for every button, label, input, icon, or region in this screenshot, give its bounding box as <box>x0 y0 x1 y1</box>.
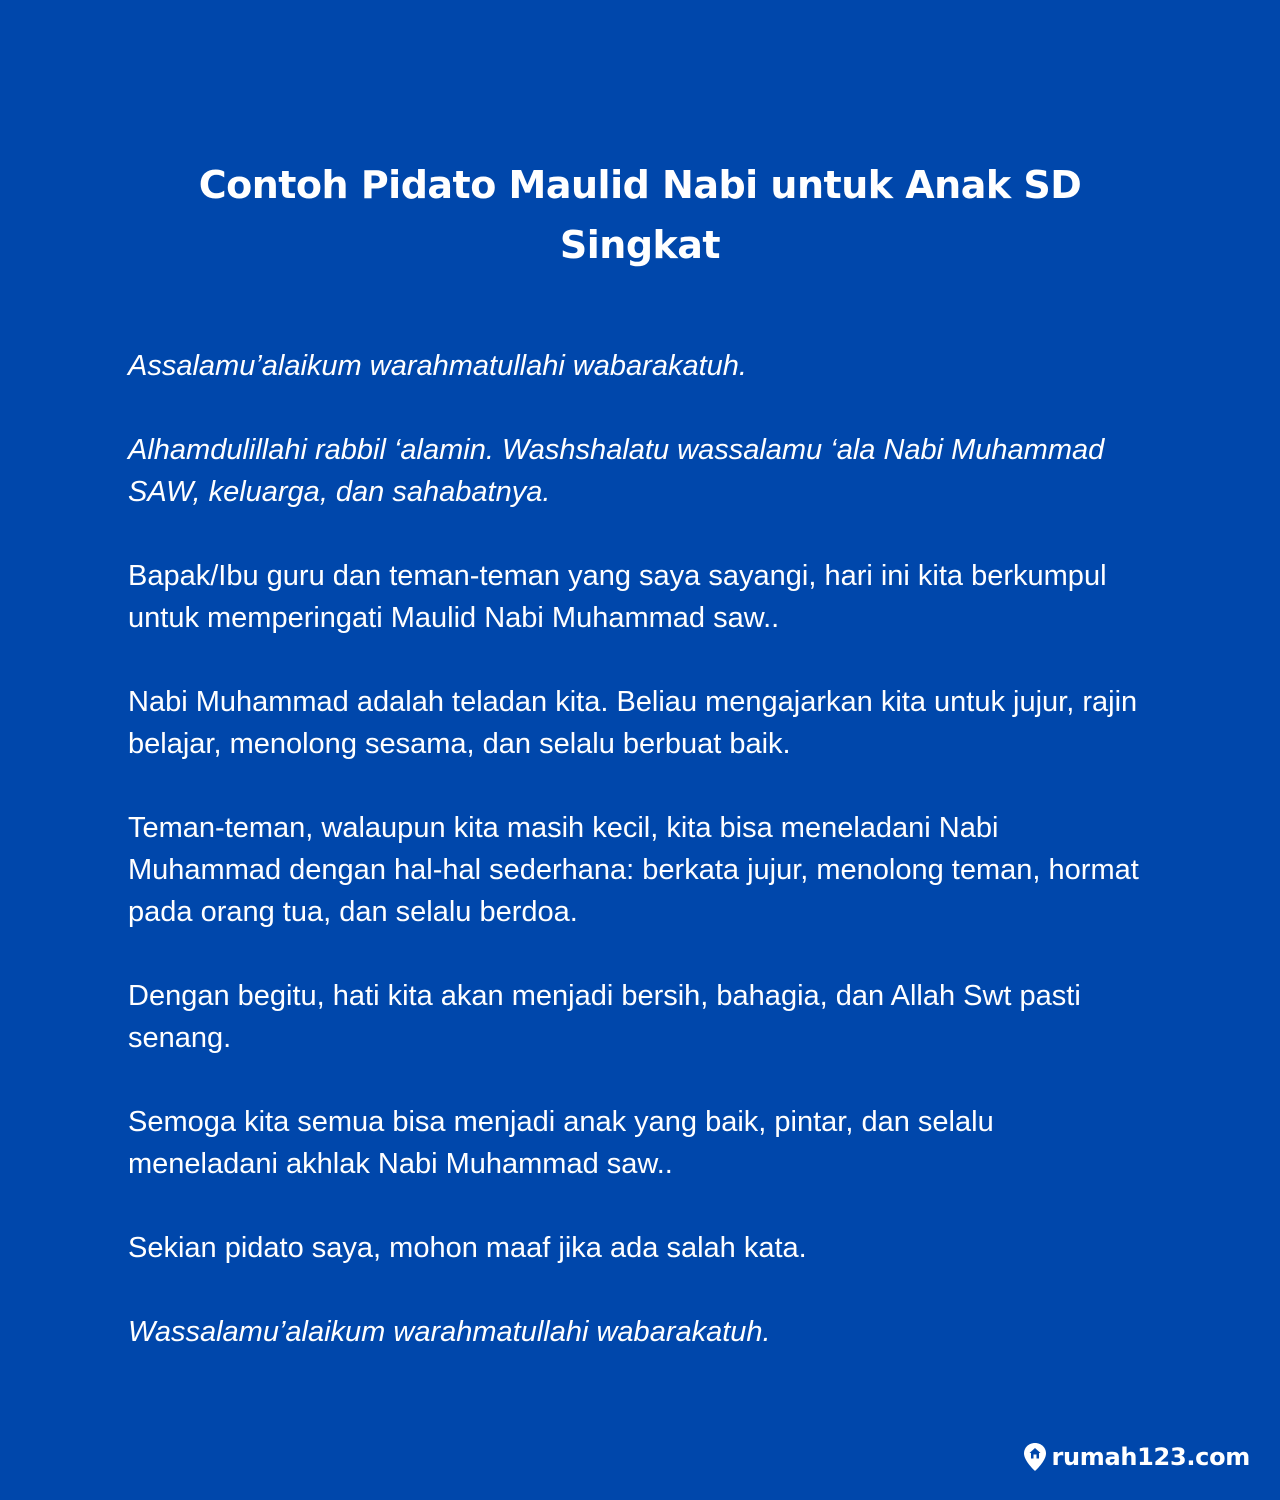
paragraph-closing: Sekian pidato saya, mohon maaf jika ada salah kata. <box>128 1232 807 1264</box>
map-pin-house-icon <box>1023 1442 1047 1472</box>
brand-logo <box>1023 1442 1250 1472</box>
paragraph-role-model: Nabi Muhammad adalah teladan kita. Beliau mengajarkan kita untuk jujur, rajin belajar, menolong sesama, dan selalu berbuat baik. <box>128 686 1138 760</box>
paragraph-hope: Semoga kita semua bisa menjadi anak yang baik, pintar, dan selalu meneladani akhlak Nabi Muhammad saw.. <box>128 1106 994 1180</box>
page-title: Contoh Pidato Maulid Nabi untuk Anak SD Singkat <box>198 163 1082 267</box>
speech-body <box>128 345 1148 1395</box>
brand-logo-text: rumah123.com <box>1051 1443 1250 1471</box>
paragraph-closing-greeting: Wassalamu’alaikum warahmatullahi wabarakatuh. <box>128 1316 771 1348</box>
paragraph-praise: Alhamdulillahi rabbil ‘alamin. Washshalatu wassalamu ‘ala Nabi Muhammad SAW, keluarga, dan sahabatnya. <box>128 434 1105 508</box>
paragraph-result: Dengan begitu, hati kita akan menjadi bersih, bahagia, dan Allah Swt pasti senang. <box>128 980 1081 1054</box>
paragraph-opening-greeting: Assalamu’alaikum warahmatullahi wabarakatuh. <box>128 350 747 382</box>
paragraph-simple-deeds: Teman-teman, walaupun kita masih kecil, kita bisa meneladani Nabi Muhammad dengan hal-hal sederhana: berkata jujur, menolong teman, hormat pada orang tua, dan selalu berdoa. <box>128 812 1139 928</box>
paragraph-address: Bapak/Ibu guru dan teman-teman yang saya sayangi, hari ini kita berkumpul untuk memperingati Maulid Nabi Muhammad saw.. <box>128 560 1107 634</box>
